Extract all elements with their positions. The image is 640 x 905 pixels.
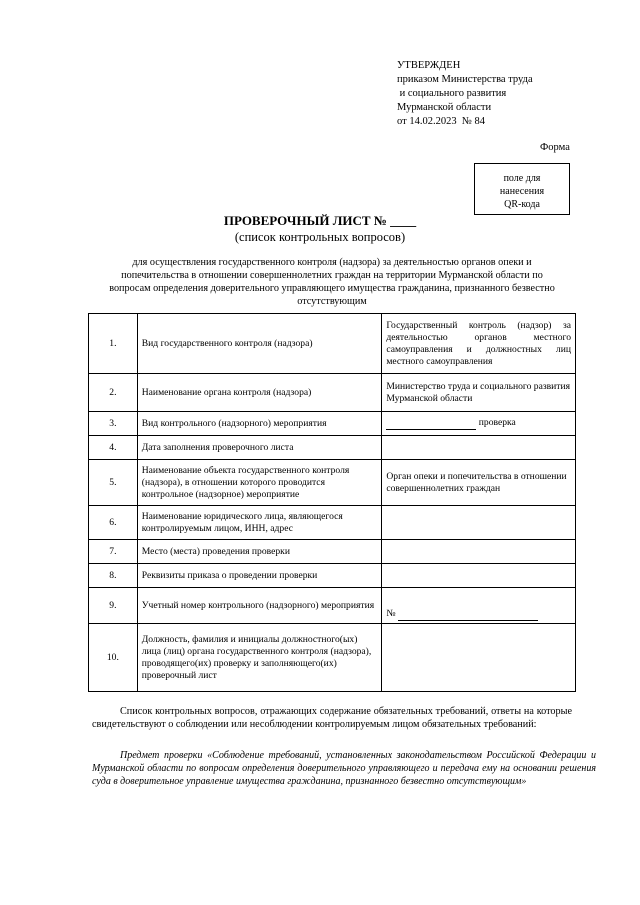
row-value: № (386, 608, 396, 619)
row-name: Вид контрольного (надзорного) мероприятия (137, 412, 382, 436)
row-number: 7. (89, 540, 138, 564)
table-row (89, 374, 576, 412)
row-name: Учетный номер контрольного (надзорного) мероприятия (137, 588, 382, 624)
row-value: Государственный контроль (надзор) за деятельностью органов местного самоуправления и должностных лиц местного самоуправления (382, 314, 576, 374)
table-row (89, 506, 576, 540)
row-number: 4. (89, 436, 138, 460)
row-value-cell (382, 412, 576, 436)
row-value-cell (382, 588, 576, 624)
blank-line (398, 608, 538, 621)
row-number: 3. (89, 412, 138, 436)
row-name: Вид государственного контроля (надзора) (137, 314, 382, 374)
row-value (382, 506, 576, 540)
table-row (89, 460, 576, 506)
blank-line (386, 417, 476, 430)
approval-line: приказом Министерства труда (397, 74, 533, 85)
table-row (89, 564, 576, 588)
document-intro: для осуществления государственного контроля (надзора) за деятельностью органов опеки и попечительства в отношении совершеннолетних граждан на территории Мурманской области по вопросам определения доверительного управляющего имущества гражданина, признанного безвестно отсутствующим (109, 257, 555, 307)
row-name: Должность, фамилия и инициалы должностного(ых) лица (лиц) органа государственного контроля (надзора), проводящего(их) проверку и заполняющего(их) проверочный лист (137, 624, 382, 692)
row-name: Дата заполнения проверочного листа (137, 436, 382, 460)
row-number: 8. (89, 564, 138, 588)
row-value (382, 540, 576, 564)
checklist-table (88, 313, 576, 692)
row-number: 1. (89, 314, 138, 374)
row-number: 9. (89, 588, 138, 624)
qr-line: нанесения (499, 186, 545, 197)
row-name: Наименование юридического лица, являющегося контролируемым лицом, ИНН, адрес (137, 506, 382, 540)
row-value (382, 564, 576, 588)
row-value: Министерство труда и социального развития Мурманской области (382, 374, 576, 412)
approval-line: от 14.02.2023 № 84 (397, 116, 485, 127)
row-value (382, 624, 576, 692)
row-value: Орган опеки и попечительства в отношении совершеннолетних граждан (382, 460, 576, 506)
row-number: 5. (89, 460, 138, 506)
table-row (89, 624, 576, 692)
approval-stamp (397, 59, 533, 129)
row-value (382, 436, 576, 460)
table-row (89, 436, 576, 460)
approval-line: Мурманской области (397, 102, 492, 113)
table-row (89, 588, 576, 624)
approval-line: УТВЕРЖДЕН (397, 60, 461, 71)
table-row (89, 314, 576, 374)
row-name: Реквизиты приказа о проведении проверки (137, 564, 382, 588)
row-name: Наименование объекта государственного контроля (надзора), в отношении которого проводится контрольное (надзорное) мероприятие (137, 460, 382, 506)
row-value: проверка (478, 417, 516, 428)
row-name: Место (места) проведения проверки (137, 540, 382, 564)
table-row (89, 412, 576, 436)
row-number: 6. (89, 506, 138, 540)
qr-code-box (474, 163, 570, 215)
qr-line: QR-кода (504, 199, 540, 210)
form-label: Форма (540, 142, 570, 153)
inspection-subject: Предмет проверки «Соблюдение требований, установленных законодательством Российской Федерации и Мурманской области по вопросам определения доверительного управляющего и передача ему на основании решения суда в доверительное управление имущества гражданина, признанного безвестно отсутствующим» (92, 750, 596, 787)
document-subtitle: (список контрольных вопросов) (234, 230, 406, 244)
row-name: Наименование органа контроля (надзора) (137, 374, 382, 412)
row-number: 10. (89, 624, 138, 692)
document-title: ПРОВЕРОЧНЫЙ ЛИСТ № ____ (223, 213, 417, 228)
qr-line: поле для (503, 173, 541, 184)
approval-line: и социального развития (397, 88, 507, 99)
checklist-footer: Список контрольных вопросов, отражающих содержание обязательных требований, ответы на которые свидетельствуют о соблюдении или несоблюдении контролируемым лицом обязательных требований: (92, 706, 572, 730)
row-number: 2. (89, 374, 138, 412)
table-row (89, 540, 576, 564)
